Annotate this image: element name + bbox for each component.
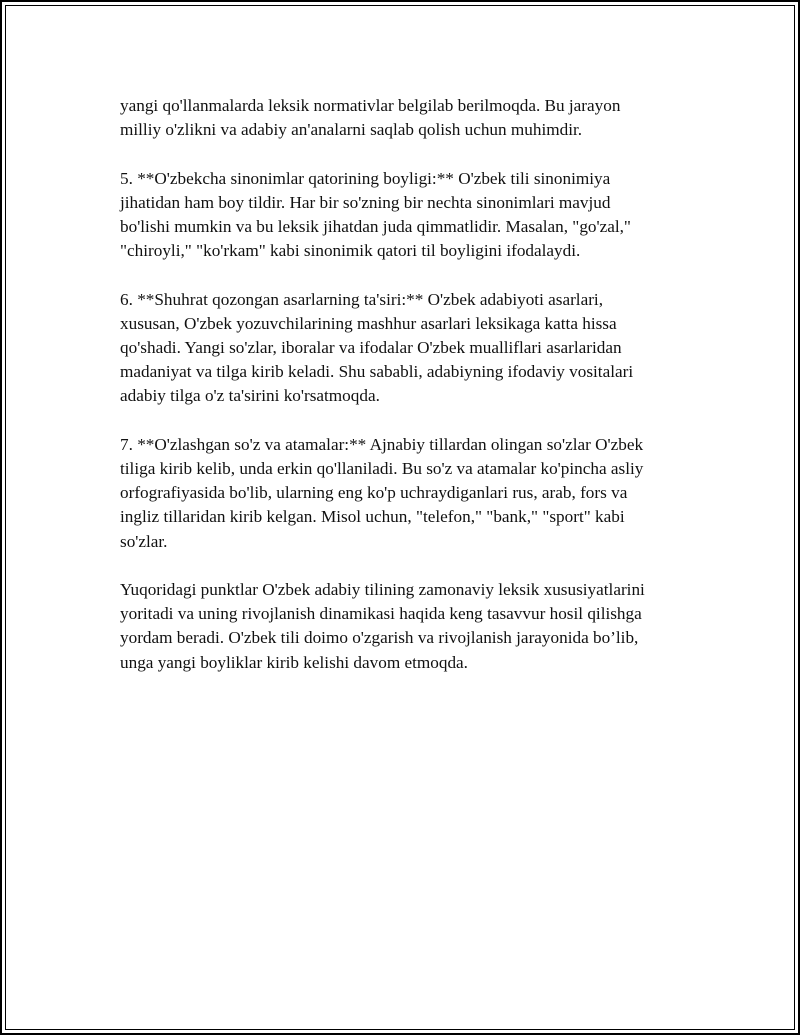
paragraph-item-6: 6. **Shuhrat qozongan asarlarning ta'siri:** O'zbek adabiyoti asarlari, xususan, O'zbek yozuvchilarining mashhur asarlari leksikaga katta hissa qo'shadi. Yangi so'zlar, iboralar va ifodalar O'zbek mualliflari asarlaridan madaniyat va tilga kirib keladi. Shu sababli, adabiyning ifodaviy vositalari adabiy tilga o'z ta'sirini ko'rsatmoqda. [120, 289, 634, 406]
paragraph-item-7: 7. **O'zlashgan so'z va atamalar:** Ajnabiy tillardan olingan so'zlar O'zbek tiliga kirib kelib, unda erkin qo'llaniladi. Bu so'z va atamalar ko'pincha asliy orfografiyasida bo'lib, ularning eng ko'p uchraydiganlari rus, arab, fors va ingliz tillaridan kirib kelgan. Misol uchun, "telefon," "bank," "sport" kabi so'zlar. [120, 434, 644, 551]
paragraph-continuation: yangi qo'llanmalarda leksik normativlar belgilab berilmoqda. Bu jarayon milliy o'zlikni va adabiy an'analarni saqlab qolish uchun muhimdir. [120, 96, 621, 140]
paragraph-conclusion: Yuqoridagi punktlar O'zbek adabiy tilining zamonaviy leksik xususiyatlarini yoritadi va uning rivojlanish dinamikasi haqida keng tasavvur hosil qilishga yordam beradi. O'zbek tili doimo o'zgarish va rivojlanish jarayonida bo’lib, unga yangi boyliklar kirib kelishi davom etmoqda. [120, 580, 645, 672]
document-body [120, 94, 700, 699]
paragraph-item-5: 5. **O'zbekcha sinonimlar qatorining boyligi:** O'zbek tili sinonimiya jihatidan ham boy tildir. Har bir so'zning bir nechta sinonimlari mavjud bo'lishi mumkin va bu leksik jihatdan juda qimmatlidir. Masalan, "go'zal," "chiroyli," "ko'rkam" kabi sinonimik qatori til boyligini ifodalaydi. [120, 168, 631, 261]
